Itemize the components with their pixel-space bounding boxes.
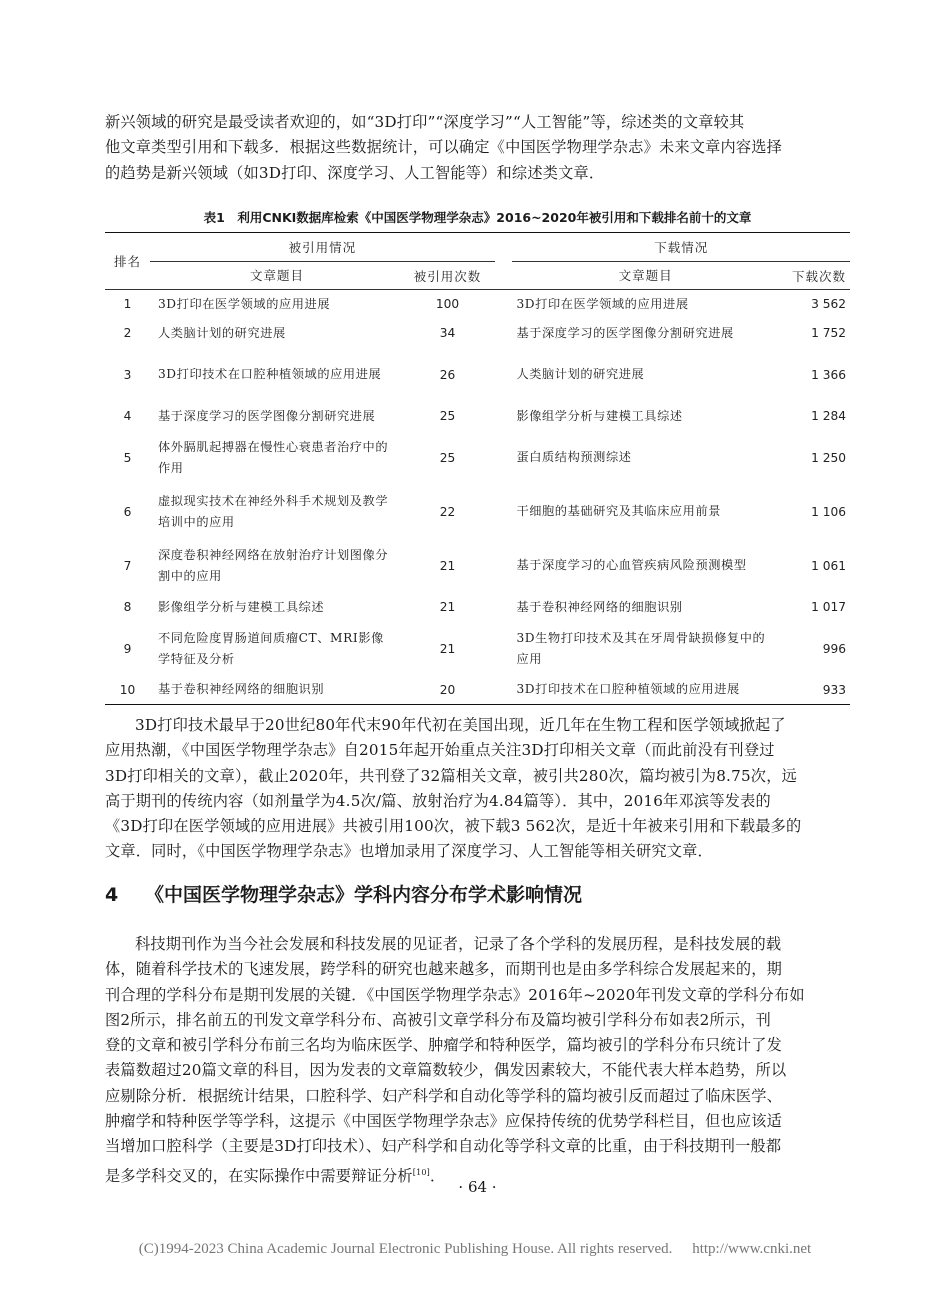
table-row [105, 622, 850, 676]
download-title-cell: 3D打印在医学领域的应用进展 [516, 296, 689, 311]
text-line: 《3D打印在医学领域的应用进展》共被引用100次，被下载3 562次，是近十年被来引用和下载最多的 [105, 817, 802, 836]
rank-cell: 8 [123, 600, 132, 614]
download-title-cell: 基于深度学习的心血管疾病风险预测模型 [516, 558, 747, 572]
cited-title-cell: 人类脑计划的研究进展 [157, 325, 286, 340]
cites-cell: 20 [439, 682, 456, 697]
cites-cell: 26 [439, 367, 456, 382]
downloads-cell: 3 562 [811, 297, 846, 312]
downloads-cell: 1 106 [811, 504, 846, 519]
download-title-cell: 3D打印技术在口腔种植领域的应用进展 [516, 682, 740, 697]
table-row [105, 431, 850, 485]
rank-cell: 2 [123, 326, 132, 340]
downloads-cell: 1 017 [811, 600, 846, 614]
rank-cell: 10 [119, 682, 136, 697]
table-row [105, 290, 850, 319]
cited-title-cell: 虚拟现实技术在神经外科手术规划及教学培训中的应用 [157, 493, 389, 529]
table-row [105, 402, 850, 431]
text-line: 当增加口腔科学（主要是3D打印技术）、妇产科学和自动化等学科文章的比重，由于科技期刊一般都 [105, 1137, 782, 1156]
cited-title-header: 文章题目 [249, 268, 304, 283]
text-line: 高于期刊的传统内容（如剂量学为4.5次/篇、放射治疗为4.84篇等）．其中，2016年邓滨等发表的 [105, 791, 771, 810]
download-title-cell: 干细胞的基础研究及其临床应用前景 [516, 504, 722, 518]
copyright-text: (C)1994-2023 China Academic Journal Electronic Publishing House. All rights reserved. [138, 1241, 673, 1257]
downloads-cell: 996 [822, 641, 846, 656]
downloads-cell: 1 366 [811, 367, 846, 382]
citation-reference[interactable]: [10] [412, 1167, 430, 1177]
downloads-cell: 933 [822, 682, 846, 697]
text-line: 体，随着科学技术的飞速发展，跨学科的研究也越来越多，而期刊也是由多学科综合发展起来的，期 [105, 960, 783, 979]
table-row [105, 319, 850, 348]
text-line: 科技期刊作为当今社会发展和科技发展的见证者，记录了各个学科的发展历程，是科技发展的载 [135, 935, 782, 953]
rank-cell: 9 [123, 641, 132, 656]
text-line: 的趋势是新兴领域（如3D打印、深度学习、人工智能等）和综述类文章． [105, 163, 605, 182]
copyright-footer [0, 1241, 950, 1258]
ranking-table [105, 232, 850, 705]
download-title-cell: 基于深度学习的医学图像分割研究进展 [516, 325, 734, 340]
downloads-cell: 1 250 [811, 450, 846, 465]
rank-cell: 5 [123, 450, 132, 465]
download-title-cell: 3D生物打印技术及其在牙周骨缺损修复中的应用 [516, 630, 766, 666]
text-line: 图2所示，排名前五的刊发文章学科分布、高被引文章学科分布及篇均被引学科分布如表2所示，刊 [105, 1010, 772, 1029]
rank-header: 排名 [113, 254, 141, 269]
cited-title-cell: 不同危险度胃肠道间质瘤CT、MRI影像学特征及分析 [157, 630, 384, 666]
text-line: 新兴领域的研究是最受读者欢迎的，如“3D打印”“深度学习”“人工智能”等，综述类的文章较其 [105, 113, 745, 131]
text-line: 3D打印相关的文章），截止2020年，共刊登了32篇相关文章，被引共280次，篇均被引为8.75次，远 [105, 766, 797, 785]
text-line: 登的文章和被引学科分布前三名均为临床医学、肿瘤学和特种医学，篇均被引的学科分布只统计了发 [105, 1036, 783, 1055]
downloads-cell: 1 284 [811, 409, 846, 423]
text-line: 刊合理的学科分布是期刊发展的关键．《中国医学物理学杂志》2016年~2020年刊发文章的学科分布如 [105, 985, 805, 1004]
rank-cell: 6 [123, 504, 132, 519]
section-number: 4 [105, 884, 119, 906]
cited-title-cell: 基于深度学习的医学图像分割研究进展 [157, 408, 376, 423]
download-title-cell: 蛋白质结构预测综述 [516, 450, 632, 464]
cited-title-cell: 3D打印技术在口腔种植领域的应用进展 [157, 367, 382, 381]
rank-cell: 4 [123, 409, 132, 423]
cites-cell: 21 [439, 558, 456, 573]
cites-cell: 25 [439, 450, 456, 465]
cites-cell: 22 [439, 504, 456, 519]
cited-title-cell: 3D打印在医学领域的应用进展 [157, 296, 331, 311]
table-row [105, 539, 850, 593]
table-row [105, 348, 850, 402]
cited-group-header: 被引用情况 [150, 233, 495, 262]
download-title-header: 文章题目 [618, 268, 673, 283]
paragraph-subject-distribution [105, 932, 850, 1185]
rank-cell: 7 [123, 558, 132, 573]
text-line: 肿瘤学和特种医学等学科，这提示《中国医学物理学杂志》应保持传统的优势学科栏目，但也应该适 [105, 1112, 783, 1131]
section-heading [105, 880, 582, 907]
rank-cell: 1 [123, 297, 132, 312]
download-group-header: 下载情况 [512, 233, 850, 262]
paragraph-3d-printing [105, 713, 850, 865]
footer-url[interactable]: http://www.cnki.net [692, 1241, 812, 1257]
text-line: 应剔除分析．根据统计结果，口腔科学、妇产科学和自动化等学科的篇均被引反而超过了临床医学、 [105, 1086, 783, 1105]
table-caption: 表1 利用CNKI数据库检索《中国医学物理学杂志》2016~2020年被引用和下载排名前十的文章 [203, 210, 752, 225]
table-row [105, 485, 850, 539]
cited-title-cell: 深度卷积神经网络在放射治疗计划图像分割中的应用 [157, 547, 389, 583]
section-title: 《中国医学物理学杂志》学科内容分布学术影响情况 [145, 884, 583, 906]
download-title-cell: 人类脑计划的研究进展 [516, 367, 645, 381]
downloads-cell: 1 752 [811, 326, 846, 340]
page-number: · 64 · [458, 1178, 497, 1196]
cited-title-cell: 基于卷积神经网络的细胞识别 [157, 682, 325, 697]
text-line: 文章．同时，《中国医学物理学杂志》也增加录用了深度学习、人工智能等相关研究文章． [105, 842, 713, 861]
cites-cell: 21 [439, 600, 456, 614]
text-line: 表篇数超过20篇文章的科目，因为发表的文章篇数较少，偶发因素较大，不能代表大样本趋势，所以 [105, 1061, 787, 1080]
downloads-header: 下载次数 [791, 268, 846, 284]
downloads-cell: 1 061 [811, 558, 846, 573]
cited-title-cell: 体外膈肌起搏器在慢性心衰患者治疗中的作用 [157, 439, 389, 475]
final-period: ． [429, 1166, 446, 1185]
text-line: 3D打印技术最早于20世纪80年代末90年代初在美国出现，近几年在生物工程和医学领域掀起了 [135, 716, 786, 734]
text-line: 他文章类型引用和下载多．根据这些数据统计，可以确定《中国医学物理学杂志》未来文章内容选择 [105, 138, 783, 157]
cites-cell: 100 [435, 297, 460, 312]
intro-paragraph [105, 110, 850, 186]
cites-cell: 25 [439, 409, 456, 423]
table-body [105, 290, 850, 705]
last-line-text: 是多学科交叉的，在实际操作中需要辩证分析 [105, 1166, 413, 1185]
rank-cell: 3 [123, 367, 132, 382]
table-row [105, 593, 850, 622]
cited-title-cell: 影像组学分析与建模工具综述 [157, 599, 325, 614]
download-title-cell: 基于卷积神经网络的细胞识别 [516, 599, 683, 614]
download-title-cell: 影像组学分析与建模工具综述 [516, 408, 683, 423]
cites-cell: 34 [439, 326, 456, 340]
text-line: 应用热潮，《中国医学物理学杂志》自2015年起开始重点关注3D打印相关文章（而此前没有刊登过 [105, 741, 775, 760]
cites-header: 被引用次数 [413, 268, 482, 284]
cites-cell: 21 [439, 641, 456, 656]
table-row [105, 676, 850, 705]
